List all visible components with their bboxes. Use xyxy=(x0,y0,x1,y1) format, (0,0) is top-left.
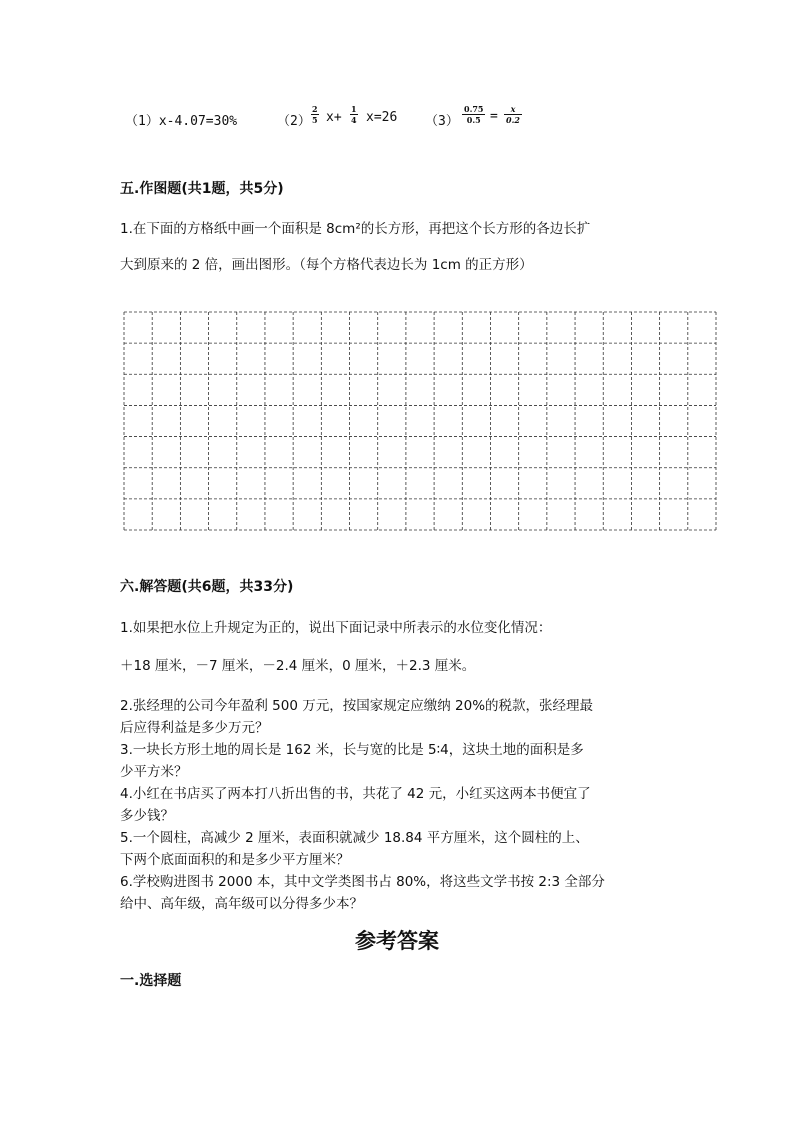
answer-section-1-title: 一.选择题 xyxy=(120,973,182,989)
section-6-question-2-line-1: 2.张经理的公司今年盈利 500 万元，按国家规定应缴纳 20%的税款，张经理最 xyxy=(120,698,594,714)
section-5-question-1-line-2: 大到原来的 2 倍，画出图形。（每个方格代表边长为 1cm 的正方形） xyxy=(120,257,533,273)
fraction-numerator: 1 xyxy=(351,104,357,114)
fraction-numerator: x xyxy=(504,104,522,115)
section-6-question-3-line-1: 3.一块长方形土地的周长是 162 米，长与宽的比是 5∶4，这块土地的面积是多 xyxy=(120,742,584,758)
section-6-question-1-line-2: ＋18 厘米，－7 厘米，－2.4 厘米，0 厘米，＋2.3 厘米。 xyxy=(120,658,476,674)
fraction-numerator: 0.75 xyxy=(464,104,484,114)
fraction-denominator: 5 xyxy=(312,115,318,125)
equation-1: （1）x-4.07=30% xyxy=(125,114,238,129)
section-5-question-1-line-1: 1.在下面的方格纸中画一个面积是 8cm²的长方形，再把这个长方形的各边长扩 xyxy=(120,221,591,237)
section-6-question-5-line-1: 5.一个圆柱，高减少 2 厘米，表面积就减少 18.84 平方厘米，这个圆柱的上、 xyxy=(120,830,589,846)
fraction-denominator: 4 xyxy=(351,115,357,125)
equation-3-right-fraction xyxy=(504,104,522,125)
equation-2-mid: x+ xyxy=(326,110,342,125)
section-6-question-1-line-1: 1.如果把水位上升规定为正的，说出下面记录中所表示的水位变化情况： xyxy=(120,620,552,636)
equation-2-suffix: x=26 xyxy=(366,110,398,125)
section-6-question-3-line-2: 少平方米？ xyxy=(120,764,188,780)
section-6-question-6-line-2: 给中、高年级，高年级可以分得多少本？ xyxy=(120,896,363,912)
section-6-question-2-line-2: 后应得利益是多少万元？ xyxy=(120,720,269,736)
section-6-title: 六.解答题(共6题，共33分) xyxy=(120,579,294,595)
equation-line xyxy=(125,104,555,134)
equation-2-fraction-2 xyxy=(350,104,358,125)
equation-3-equals: = xyxy=(490,109,498,124)
section-5-title: 五.作图题(共1题，共5分) xyxy=(120,181,284,197)
section-6-question-6-line-1: 6.学校购进图书 2000 本，其中文学类图书占 80%，将这些文学书按 2:3 全部分 xyxy=(120,874,605,890)
grid-lines xyxy=(124,312,716,530)
equation-3-prefix: （3） xyxy=(425,114,459,129)
fraction-denominator: 0.2 xyxy=(506,115,520,125)
section-6-question-4-line-1: 4.小红在书店买了两本打八折出售的书，共花了 42 元，小红买这两本书便宜了 xyxy=(120,786,591,802)
equation-2-fraction-1 xyxy=(311,104,319,125)
section-6-question-4-line-2: 多少钱？ xyxy=(120,808,174,824)
square-grid-paper[interactable] xyxy=(123,311,717,531)
fraction-denominator: 0.5 xyxy=(466,115,481,125)
equation-2-prefix: （2） xyxy=(277,114,311,129)
fraction-numerator: 2 xyxy=(312,104,318,114)
equation-3-left-fraction xyxy=(462,104,485,125)
answer-key-title: 参考答案 xyxy=(355,928,439,953)
section-6-question-5-line-2: 下两个底面面积的和是多少平方厘米？ xyxy=(120,852,350,868)
